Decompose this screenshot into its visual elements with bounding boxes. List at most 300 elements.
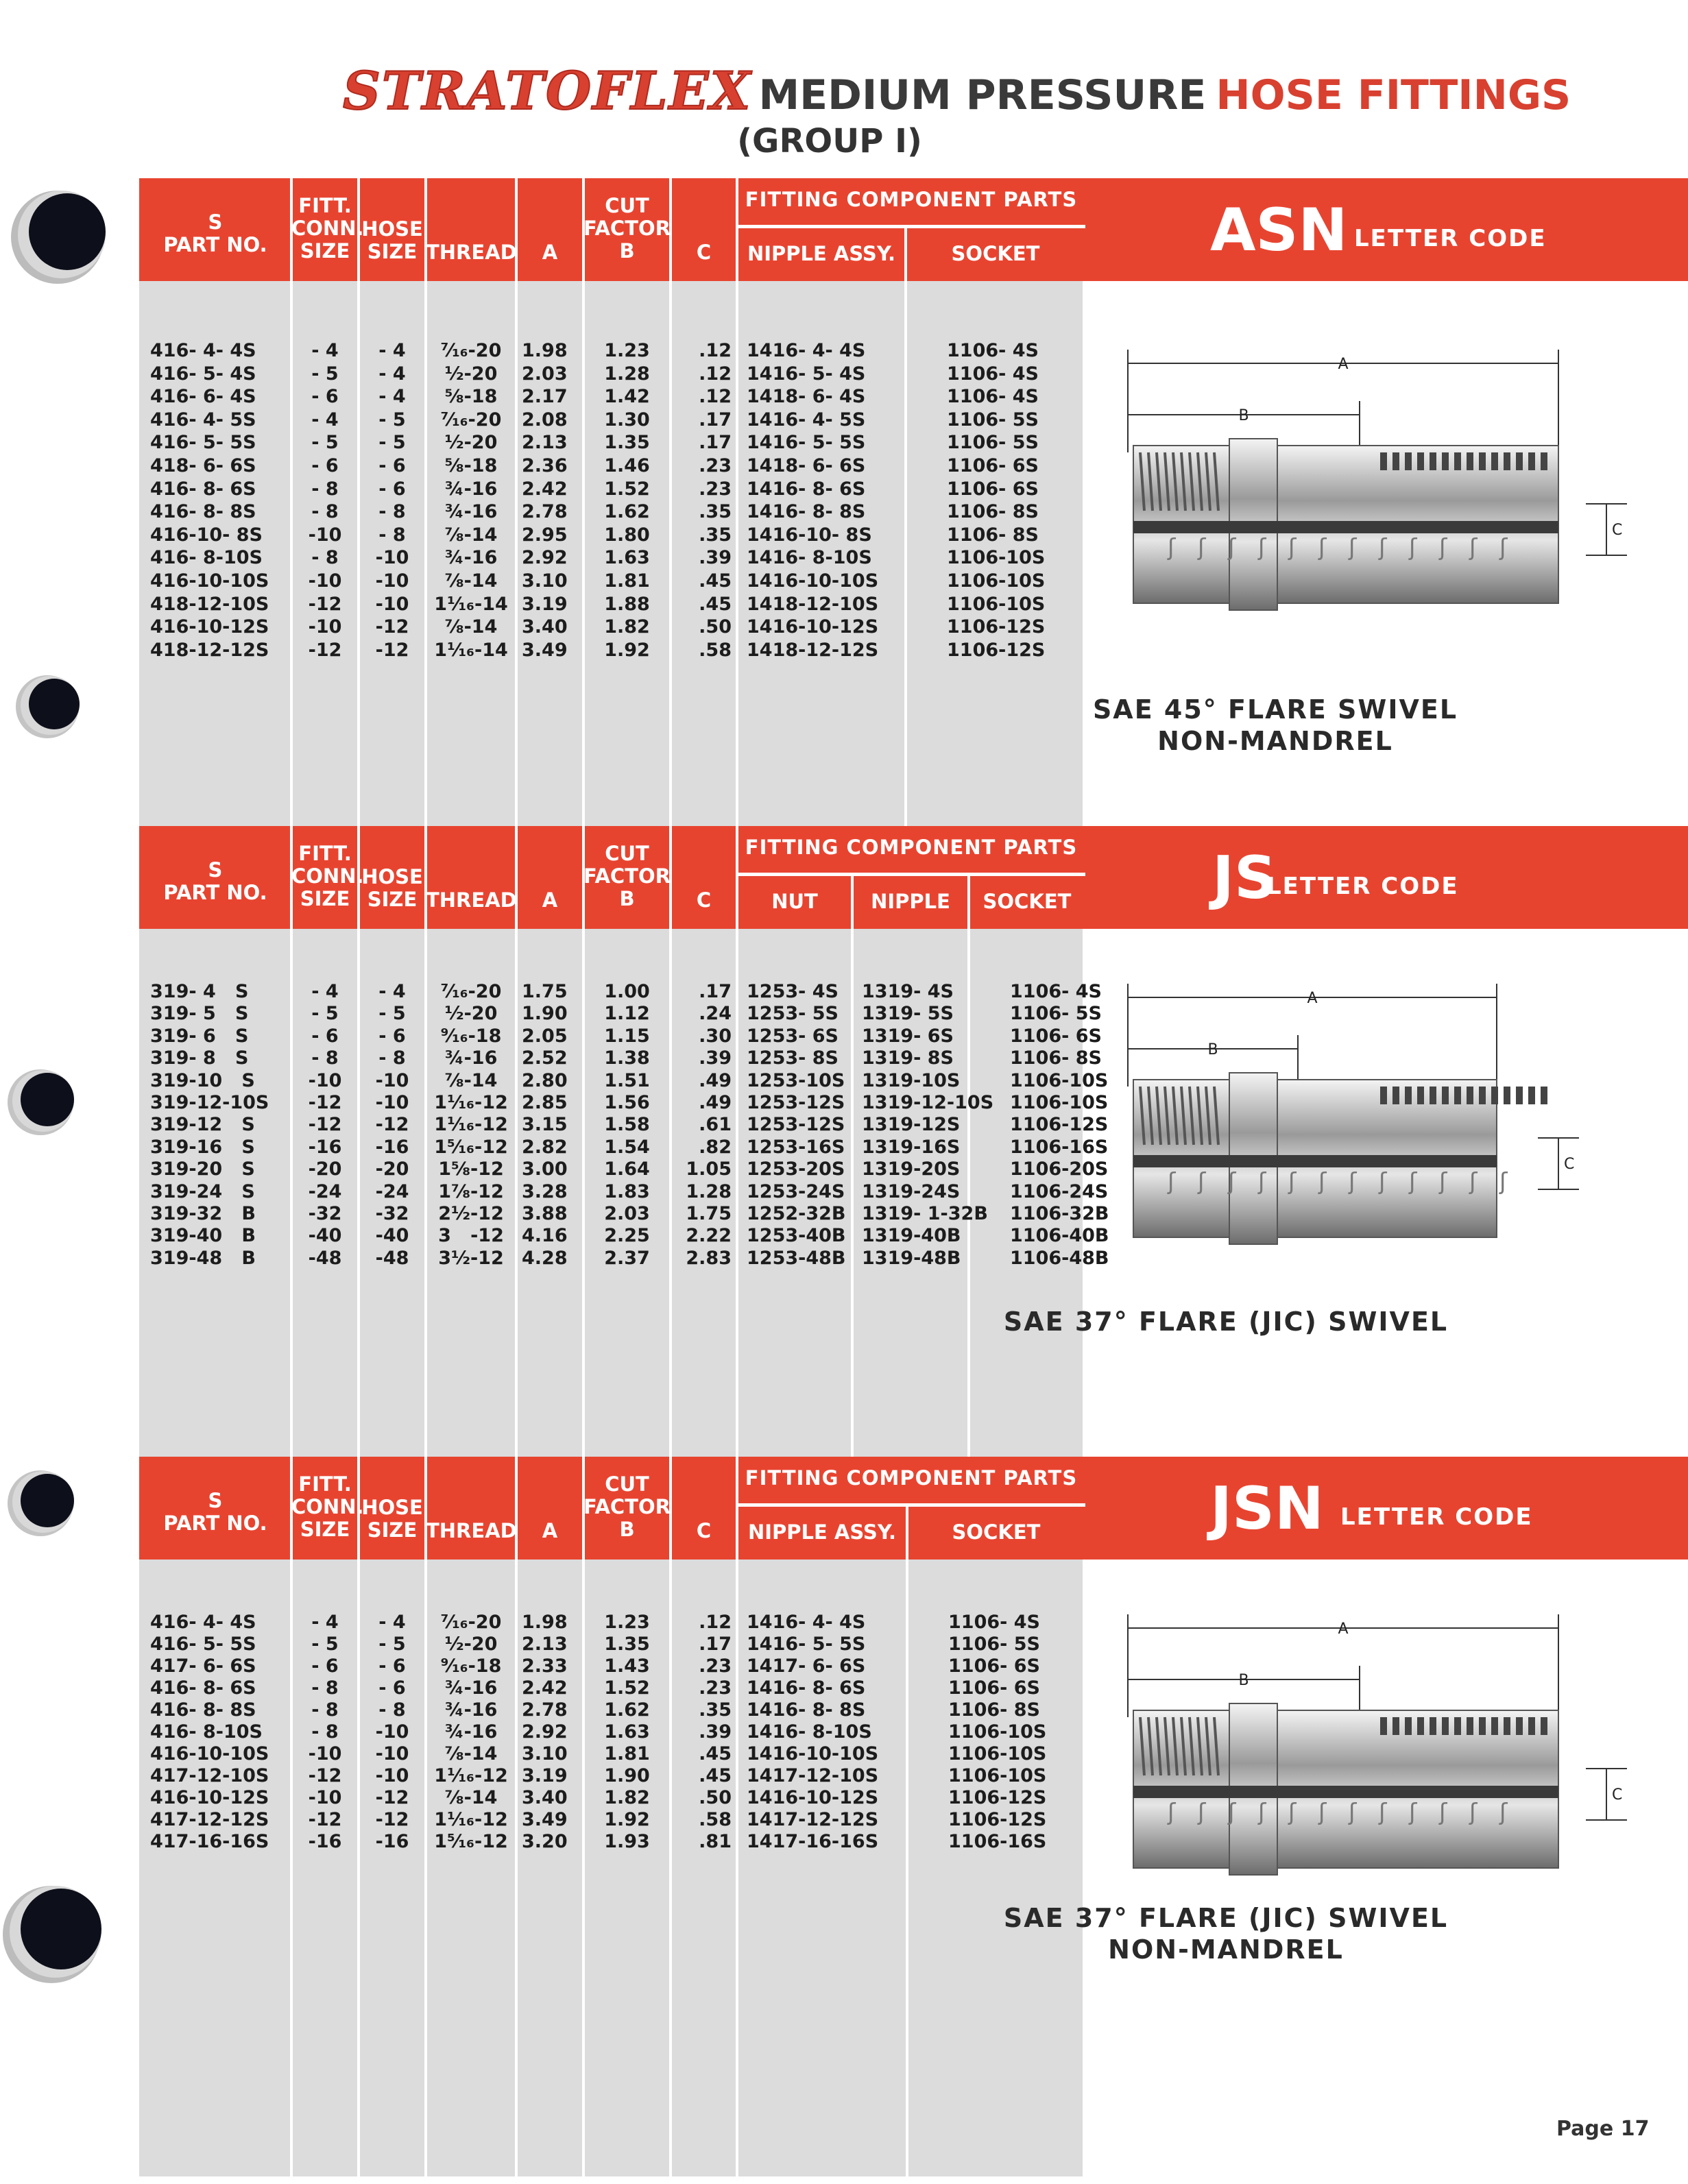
table-cell: ⅝-18 xyxy=(444,386,498,408)
table-cell: - 4 xyxy=(311,340,339,361)
svg-text:ʃ: ʃ xyxy=(1258,534,1266,561)
table-cell: 1.30 xyxy=(604,409,650,430)
fitting-caption-line2: NON-MANDREL xyxy=(1157,726,1393,756)
table-cell: 1106- 4S xyxy=(948,1612,1040,1633)
table-cell: -12 xyxy=(375,1787,409,1808)
header-a-line: A xyxy=(542,241,558,264)
table-cell: - 5 xyxy=(378,1634,406,1655)
header-fitt-conn-size xyxy=(291,194,364,263)
table-cell: 1106-40B xyxy=(1010,1225,1109,1247)
table-cell: .58 xyxy=(699,639,732,661)
header-c xyxy=(671,1520,737,1542)
table-cell: ⅞-14 xyxy=(444,1069,498,1091)
table-cell: 1106-12S xyxy=(948,1787,1047,1808)
table-cell: 1106- 6S xyxy=(947,455,1039,476)
table-cell: - 4 xyxy=(378,1612,406,1633)
table-cell: .35 xyxy=(699,524,732,546)
table-cell: 1.81 xyxy=(604,1743,650,1764)
header-c-line: C xyxy=(696,1519,712,1542)
table-cell: - 5 xyxy=(378,409,406,430)
dimension-c-label: C xyxy=(1612,1786,1623,1804)
header-fitt-conn-size-line: FITT. xyxy=(298,842,352,865)
svg-text:ʃ: ʃ xyxy=(1318,1168,1327,1196)
table-cell: 1418- 6- 4S xyxy=(747,386,866,408)
table-row xyxy=(139,1721,1085,1744)
table-cell: .58 xyxy=(699,1809,732,1830)
table-cell: - 4 xyxy=(378,981,406,1002)
table-cell: ¾-16 xyxy=(444,547,498,569)
column-divider xyxy=(515,178,518,281)
table-cell: ⁷⁄₁₆-20 xyxy=(440,340,502,361)
letter-code: JS xyxy=(1212,844,1277,912)
table-row xyxy=(139,1025,1102,1048)
header-cut-factor-b xyxy=(583,1473,671,1541)
svg-text:ʃ: ʃ xyxy=(1258,1799,1266,1826)
dimension-b-label: B xyxy=(1238,407,1249,424)
table-cell: 2.78 xyxy=(522,1699,568,1721)
table-cell: 1106-10S xyxy=(947,570,1046,592)
table-cell: 1.51 xyxy=(604,1069,650,1091)
svg-text:ʃ: ʃ xyxy=(1198,534,1206,561)
table-cell: 1319-12-10S xyxy=(862,1092,994,1113)
table-cell: 2.80 xyxy=(522,1069,568,1091)
table-cell: - 8 xyxy=(311,501,339,523)
table-cell: 1319- 5S xyxy=(862,1003,954,1025)
table-cell: 1.23 xyxy=(604,340,650,361)
svg-text:ʃ: ʃ xyxy=(1168,1799,1176,1826)
table-cell: 1253-10S xyxy=(747,1069,845,1091)
table-cell: -24 xyxy=(375,1180,409,1202)
table-cell: 1¹⁄₁₆-12 xyxy=(434,1114,508,1136)
header-rule xyxy=(737,873,1085,876)
header-fitting-component-parts: FITTING COMPONENT PARTS xyxy=(745,188,1078,211)
table-cell: 1418-12-12S xyxy=(747,639,879,661)
table-cell: 1106-12S xyxy=(1010,1114,1109,1136)
header-hose-size-line: HOSE xyxy=(361,865,423,888)
fitting-diagram xyxy=(1113,970,1675,1258)
table-cell: -12 xyxy=(308,639,342,661)
table-cell: 2.03 xyxy=(522,363,568,385)
letter-code: ASN xyxy=(1210,196,1348,265)
table-cell: 1416-10-10S xyxy=(747,570,879,592)
header-fitt-conn-size-line: SIZE xyxy=(300,1518,350,1541)
table-cell: - 6 xyxy=(378,478,406,500)
table-cell: 1106-16S xyxy=(948,1831,1047,1852)
table-cell: 1253-12S xyxy=(747,1114,845,1136)
header-c xyxy=(671,889,737,912)
table-row xyxy=(139,640,1085,662)
table-row xyxy=(139,432,1085,454)
table-cell: ⅞-14 xyxy=(444,1743,498,1764)
table-cell: 1319-10S xyxy=(862,1069,961,1091)
table-cell: 1¹⁄₁₆-12 xyxy=(434,1809,508,1830)
header-part-no xyxy=(139,211,291,256)
table-cell: 1.38 xyxy=(604,1047,650,1069)
header-nipple-assy: NIPPLE ASSY. xyxy=(747,242,896,265)
table-cell: 416- 6- 4S xyxy=(150,386,256,408)
table-row xyxy=(139,1158,1109,1181)
table-cell: 1.83 xyxy=(604,1180,650,1202)
table-cell: 1106- 8S xyxy=(947,524,1039,546)
header-a-line: A xyxy=(542,888,558,912)
table-cell: ⁷⁄₁₆-20 xyxy=(440,981,502,1002)
table-cell: -12 xyxy=(308,593,342,615)
table-cell: 3.49 xyxy=(522,1809,568,1830)
title-hose-fittings: HOSE FITTINGS xyxy=(1216,71,1571,119)
table-cell: 1417-12-12S xyxy=(747,1809,879,1830)
dimension-b-label: B xyxy=(1207,1041,1218,1058)
table-cell: 1.81 xyxy=(604,570,650,592)
table-cell: - 4 xyxy=(378,386,406,408)
table-cell: 2.05 xyxy=(522,1025,568,1047)
header-fitt-conn-size-line: SIZE xyxy=(300,239,350,263)
table-cell: 1416- 5- 5S xyxy=(747,1634,866,1655)
table-cell: 1416- 8- 8S xyxy=(747,501,866,523)
header-fitt-conn-size-line: FITT. xyxy=(298,194,352,217)
header-hose-size xyxy=(359,1496,426,1542)
header-nut: NUT xyxy=(771,890,818,913)
table-cell: 1.42 xyxy=(604,386,650,408)
svg-text:ʃ: ʃ xyxy=(1168,534,1176,561)
header-thread xyxy=(426,1520,516,1542)
table-cell: -10 xyxy=(308,570,342,592)
table-cell: 3.10 xyxy=(522,1743,568,1764)
table-cell: 416-10-10S xyxy=(150,1743,269,1764)
table-cell: 1416- 4- 5S xyxy=(747,409,866,430)
table-cell: 417- 6- 6S xyxy=(150,1655,256,1677)
table-cell: 418- 6- 6S xyxy=(150,455,256,476)
table-cell: 2.92 xyxy=(522,1721,568,1743)
table-cell: 418-12-12S xyxy=(150,639,269,661)
table-cell: 416-10-12S xyxy=(150,1787,269,1808)
table-cell: .49 xyxy=(699,1069,732,1091)
table-cell: - 8 xyxy=(378,1699,406,1721)
table-cell: 1.82 xyxy=(604,616,650,638)
svg-text:ʃ: ʃ xyxy=(1318,534,1327,561)
table-cell: 416- 4- 4S xyxy=(150,340,256,361)
table-header xyxy=(139,178,1085,281)
table-cell: 1.63 xyxy=(604,1721,650,1743)
svg-text:ʃ: ʃ xyxy=(1469,1799,1478,1826)
table-cell: -12 xyxy=(375,1809,409,1830)
header-a-line: A xyxy=(542,1519,558,1542)
table-cell: 1106- 8S xyxy=(948,1699,1040,1721)
table-cell: 1106-10S xyxy=(947,593,1046,615)
table-cell: - 6 xyxy=(311,1025,339,1047)
table-cell: 1416- 4- 4S xyxy=(747,340,866,361)
table-cell: 1.63 xyxy=(604,547,650,569)
table-cell: 1.12 xyxy=(604,1003,650,1025)
table-cell: -10 xyxy=(375,1743,409,1764)
table-cell: 1106-12S xyxy=(947,639,1046,661)
table-cell: 1253-20S xyxy=(747,1158,845,1180)
table-cell: 1319- 1-32B xyxy=(862,1203,988,1224)
table-cell: 1106- 4S xyxy=(947,386,1039,408)
table-cell: 1.54 xyxy=(604,1136,650,1158)
table-cell: 1106-10S xyxy=(948,1721,1047,1743)
table-cell: 1⁵⁄₁₆-12 xyxy=(434,1831,508,1852)
table-cell: 1106-10S xyxy=(1010,1069,1109,1091)
table-cell: .17 xyxy=(699,981,732,1002)
table-cell: 319- 8 S xyxy=(150,1047,249,1069)
table-cell: 1416-10-12S xyxy=(747,616,879,638)
table-row xyxy=(139,1203,1109,1226)
table-cell: 1106-10S xyxy=(1010,1092,1109,1113)
table-cell: ½-20 xyxy=(444,1003,498,1025)
table-cell: 1416- 5- 4S xyxy=(747,363,866,385)
table-cell: 2.22 xyxy=(686,1225,732,1247)
table-cell: 1¹⁄₁₆-12 xyxy=(434,1765,508,1786)
svg-text:ʃ: ʃ xyxy=(1198,1168,1206,1196)
table-cell: ⁹⁄₁₆-18 xyxy=(440,1655,502,1677)
header-part-no xyxy=(139,859,291,904)
table-cell: ⅞-14 xyxy=(444,524,498,546)
table-cell: - 6 xyxy=(378,1655,406,1677)
table-cell: -32 xyxy=(308,1203,342,1224)
header-hose-size-line: SIZE xyxy=(367,1518,418,1542)
header-fitt-conn-size-line: CONN. xyxy=(291,864,364,888)
table-cell: - 5 xyxy=(311,1634,339,1655)
table-cell: 1⅞-12 xyxy=(438,1180,504,1202)
svg-text:ʃ: ʃ xyxy=(1318,1799,1327,1826)
table-row xyxy=(139,981,1102,1004)
table-cell: 1.62 xyxy=(604,501,650,523)
table-cell: 2.52 xyxy=(522,1047,568,1069)
table-cell: - 6 xyxy=(311,386,339,408)
table-cell: ⅞-14 xyxy=(444,570,498,592)
table-cell: - 4 xyxy=(378,340,406,361)
table-cell: .12 xyxy=(699,363,732,385)
table-cell: 1.15 xyxy=(604,1025,650,1047)
svg-text:ʃ: ʃ xyxy=(1228,1168,1236,1196)
svg-text:ʃ: ʃ xyxy=(1469,1168,1478,1196)
table-cell: 417-16-16S xyxy=(150,1831,269,1852)
table-cell: 416- 8-10S xyxy=(150,1721,263,1743)
table-cell: - 4 xyxy=(311,409,339,430)
fitting-diagram xyxy=(1113,336,1675,624)
table-cell: -10 xyxy=(375,1765,409,1786)
table-cell: 2.25 xyxy=(604,1225,650,1247)
table-cell: 1106- 5S xyxy=(947,432,1039,454)
page-number: Page 17 xyxy=(1556,2117,1650,2141)
table-cell: 1¹⁄₁₆-14 xyxy=(434,593,508,615)
svg-text:ʃ: ʃ xyxy=(1349,1168,1357,1196)
table-cell: ⅞-14 xyxy=(444,1787,498,1808)
table-cell: ½-20 xyxy=(444,432,498,454)
letter-code-label: LETTER CODE xyxy=(1340,1503,1533,1531)
table-cell: 1.35 xyxy=(604,432,650,454)
dimension-a-label: A xyxy=(1338,1621,1349,1638)
table-row xyxy=(139,386,1085,409)
table-cell: - 5 xyxy=(378,432,406,454)
binder-hole xyxy=(29,193,106,270)
table-cell: ¾-16 xyxy=(444,1047,498,1069)
table-cell: 1319-40B xyxy=(862,1225,961,1247)
header-a xyxy=(516,241,583,264)
svg-text:ʃ: ʃ xyxy=(1439,1168,1447,1196)
binder-hole xyxy=(29,679,80,729)
table-cell: 1319- 6S xyxy=(862,1025,954,1047)
table-cell: 1¹⁄₁₆-12 xyxy=(434,1092,508,1113)
table-cell: 1⁵⁄₁₆-12 xyxy=(434,1136,508,1158)
table-cell: 2.37 xyxy=(604,1247,650,1269)
table-cell: 1.90 xyxy=(522,1003,568,1025)
table-cell: -48 xyxy=(375,1247,409,1269)
table-cell: .45 xyxy=(699,1743,732,1764)
table-cell: 1.52 xyxy=(604,478,650,500)
table-cell: 1106-16S xyxy=(1010,1136,1109,1158)
table-cell: 416- 5- 4S xyxy=(150,363,256,385)
table-cell: 319-32 B xyxy=(150,1203,256,1224)
table-cell: - 8 xyxy=(311,1699,339,1721)
header-fitt-conn-size xyxy=(291,842,364,910)
header-thread-line: THREAD xyxy=(426,888,517,912)
table-cell: .39 xyxy=(699,547,732,569)
fitting-caption-line1: SAE 37° FLARE (JIC) SWIVEL xyxy=(1003,1307,1449,1337)
svg-text:ʃ: ʃ xyxy=(1499,534,1508,561)
table-cell: 1106- 4S xyxy=(1010,981,1102,1002)
table-cell: 416-10-10S xyxy=(150,570,269,592)
table-cell: .23 xyxy=(699,1655,732,1677)
page-subtitle: (GROUP I) xyxy=(737,122,922,160)
header-fitting-component-parts: FITTING COMPONENT PARTS xyxy=(745,836,1078,859)
table-cell: 1319-12S xyxy=(862,1114,961,1136)
letter-code-banner-jsn xyxy=(1085,1457,1688,1560)
table-cell: 2.08 xyxy=(522,409,568,430)
table-cell: 1253- 4S xyxy=(747,981,839,1002)
table-cell: 2.13 xyxy=(522,432,568,454)
table-cell: - 6 xyxy=(378,455,406,476)
table-cell: .45 xyxy=(699,1765,732,1786)
dimension-c-label: C xyxy=(1612,522,1623,539)
table-cell: .24 xyxy=(699,1003,732,1025)
page-title xyxy=(343,60,1571,122)
table-cell: - 8 xyxy=(378,524,406,546)
table-cell: - 6 xyxy=(311,1655,339,1677)
table-cell: 2.33 xyxy=(522,1655,568,1677)
table-cell: 2.83 xyxy=(686,1247,732,1269)
table-cell: 1.88 xyxy=(604,593,650,615)
header-a xyxy=(516,1520,583,1542)
table-cell: 416- 4- 4S xyxy=(150,1612,256,1633)
table-cell: -10 xyxy=(308,1069,342,1091)
table-cell: 1106- 8S xyxy=(1010,1047,1102,1069)
table-cell: 1418-12-10S xyxy=(747,593,879,615)
table-cell: 416- 8- 6S xyxy=(150,478,256,500)
svg-text:ʃ: ʃ xyxy=(1349,1799,1357,1826)
table-cell: .23 xyxy=(699,455,732,476)
table-cell: ⁷⁄₁₆-20 xyxy=(440,409,502,430)
header-part-no-line: S xyxy=(208,1489,223,1512)
table-cell: 1416- 4- 4S xyxy=(747,1612,866,1633)
table-cell: .17 xyxy=(699,409,732,430)
table-body xyxy=(139,1560,1085,2176)
table-cell: 319- 5 S xyxy=(150,1003,249,1025)
svg-text:ʃ: ʃ xyxy=(1258,1168,1266,1196)
table-cell: -10 xyxy=(375,1721,409,1743)
header-c-line: C xyxy=(696,888,712,912)
table-cell: ¾-16 xyxy=(444,1677,498,1699)
fitting-caption xyxy=(986,1902,1466,1965)
table-cell: 1106- 6S xyxy=(948,1677,1040,1699)
table-cell: 1.90 xyxy=(604,1765,650,1786)
table-cell: - 8 xyxy=(311,1721,339,1743)
table-cell: .12 xyxy=(699,1612,732,1633)
header-part-no-line: PART NO. xyxy=(163,881,267,904)
table-row xyxy=(139,455,1085,478)
table-cell: 319-12 S xyxy=(150,1114,255,1136)
table-cell: 1.46 xyxy=(604,455,650,476)
table-cell: .82 xyxy=(699,1136,732,1158)
table-cell: 1.35 xyxy=(604,1634,650,1655)
header-part-no xyxy=(139,1490,291,1535)
table-cell: 416- 5- 5S xyxy=(150,1634,256,1655)
svg-text:ʃ: ʃ xyxy=(1409,1799,1417,1826)
header-cut-factor-b-line: CUT xyxy=(605,1472,649,1496)
table-cell: - 8 xyxy=(378,1047,406,1069)
table-cell: -10 xyxy=(308,1787,342,1808)
header-part-no-line: S xyxy=(208,858,223,882)
table-cell: 1106-10S xyxy=(947,547,1046,569)
table-cell: 1416-10-10S xyxy=(747,1743,879,1764)
table-cell: - 4 xyxy=(311,1612,339,1633)
table-cell: - 4 xyxy=(378,363,406,385)
table-cell: 1106- 4S xyxy=(947,363,1039,385)
table-cell: 319- 4 S xyxy=(150,981,249,1002)
table-cell: 1106-24S xyxy=(1010,1180,1109,1202)
svg-text:ʃ: ʃ xyxy=(1288,1799,1297,1826)
table-cell: - 8 xyxy=(311,1047,339,1069)
fitting-diagram xyxy=(1113,1601,1675,1889)
table-cell: -12 xyxy=(308,1809,342,1830)
table-cell: ½-20 xyxy=(444,1634,498,1655)
table-cell: -10 xyxy=(375,1092,409,1113)
table-cell: 1.58 xyxy=(604,1114,650,1136)
table-cell: 1.56 xyxy=(604,1092,650,1113)
header-cut-factor-b xyxy=(583,195,671,263)
fitting-caption xyxy=(986,1306,1466,1337)
svg-text:ʃ: ʃ xyxy=(1409,1168,1417,1196)
table-cell: 2.13 xyxy=(522,1634,568,1655)
table-cell: .35 xyxy=(699,1699,732,1721)
table-cell: -24 xyxy=(308,1180,342,1202)
table-cell: -12 xyxy=(308,1092,342,1113)
table-cell: 1319- 8S xyxy=(862,1047,954,1069)
fitting-diagram-svg xyxy=(1113,970,1675,1258)
header-hose-size xyxy=(359,866,426,911)
table-cell: 1416- 8- 8S xyxy=(747,1699,866,1721)
dimension-b-label: B xyxy=(1238,1672,1249,1689)
table-cell: 3 -12 xyxy=(438,1225,504,1247)
table-cell: .39 xyxy=(699,1721,732,1743)
table-cell: .45 xyxy=(699,570,732,592)
fitting-caption xyxy=(1035,694,1515,757)
table-cell: 3.19 xyxy=(522,593,568,615)
table-cell: ¾-16 xyxy=(444,1699,498,1721)
table-cell: 1106- 5S xyxy=(948,1634,1040,1655)
table-cell: .23 xyxy=(699,1677,732,1699)
table-cell: 417-12-10S xyxy=(150,1765,269,1786)
table-row xyxy=(139,1092,1109,1115)
table-cell: 1253-48B xyxy=(747,1247,846,1269)
header-socket: SOCKET xyxy=(951,242,1040,265)
table-cell: 2½-12 xyxy=(438,1203,504,1224)
table-row xyxy=(139,1809,1085,1832)
table-cell: .12 xyxy=(699,340,732,361)
table-cell: 319-40 B xyxy=(150,1225,256,1247)
table-cell: 1416- 5- 5S xyxy=(747,432,866,454)
table-row xyxy=(139,1677,1085,1700)
